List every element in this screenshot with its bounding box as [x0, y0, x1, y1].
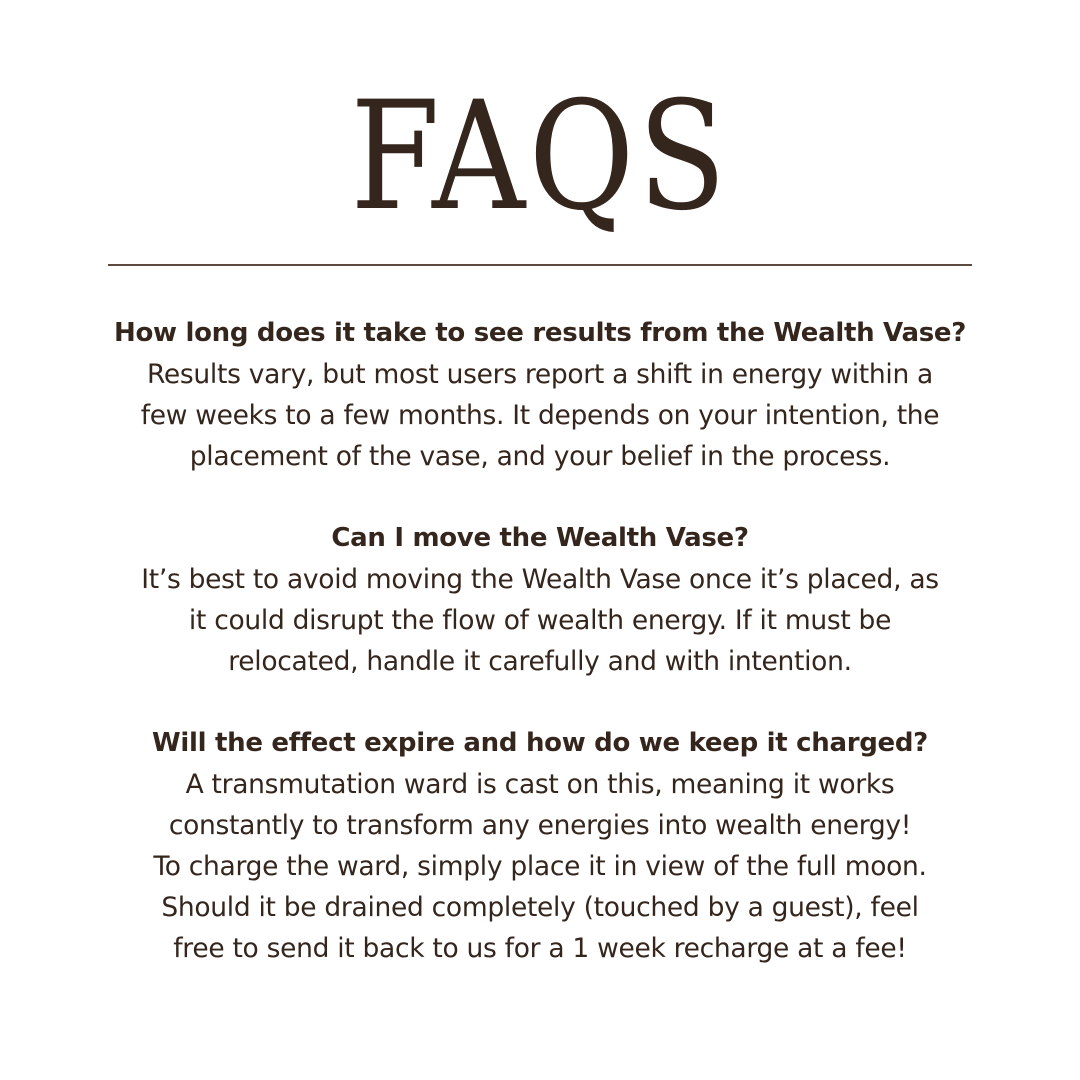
faq-answer	[60, 764, 1020, 969]
faq-item	[60, 723, 1020, 969]
title-divider	[108, 264, 972, 266]
faq-answer-line: relocated, handle it carefully and with intention.	[228, 646, 852, 677]
faq-answer-line: placement of the vase, and your belief in the process.	[189, 441, 891, 472]
faq-question: How long does it take to see results from the Wealth Vase?	[113, 318, 966, 348]
faq-answer-line: few weeks to a few months. It depends on your intention, the	[140, 400, 940, 431]
faq-item	[60, 313, 1020, 477]
faq-answer-line: A transmutation ward is cast on this, meaning it works	[185, 769, 895, 800]
faq-answer-line: Should it be drained completely (touched by a guest), feel	[161, 892, 919, 923]
faq-answer	[60, 354, 1020, 477]
faq-question: Can I move the Wealth Vase?	[331, 523, 749, 553]
faq-item	[60, 518, 1020, 682]
faq-answer-line: It’s best to avoid moving the Wealth Vase once it’s placed, as	[141, 564, 939, 595]
faq-answer	[60, 559, 1020, 682]
faq-answer-line: To charge the ward, simply place it in view of the full moon.	[153, 851, 927, 882]
faq-answer-line: Results vary, but most users report a shift in energy within a	[146, 359, 933, 390]
faq-answer-line: free to send it back to us for a 1 week recharge at a fee!	[173, 933, 907, 964]
faq-answer-line: it could disrupt the flow of wealth energy. If it must be	[188, 605, 892, 636]
faq-answer-line: constantly to transform any energies into wealth energy!	[168, 810, 912, 841]
page-title: FAQS	[350, 70, 730, 244]
faq-question: Will the effect expire and how do we keep it charged?	[152, 728, 928, 758]
